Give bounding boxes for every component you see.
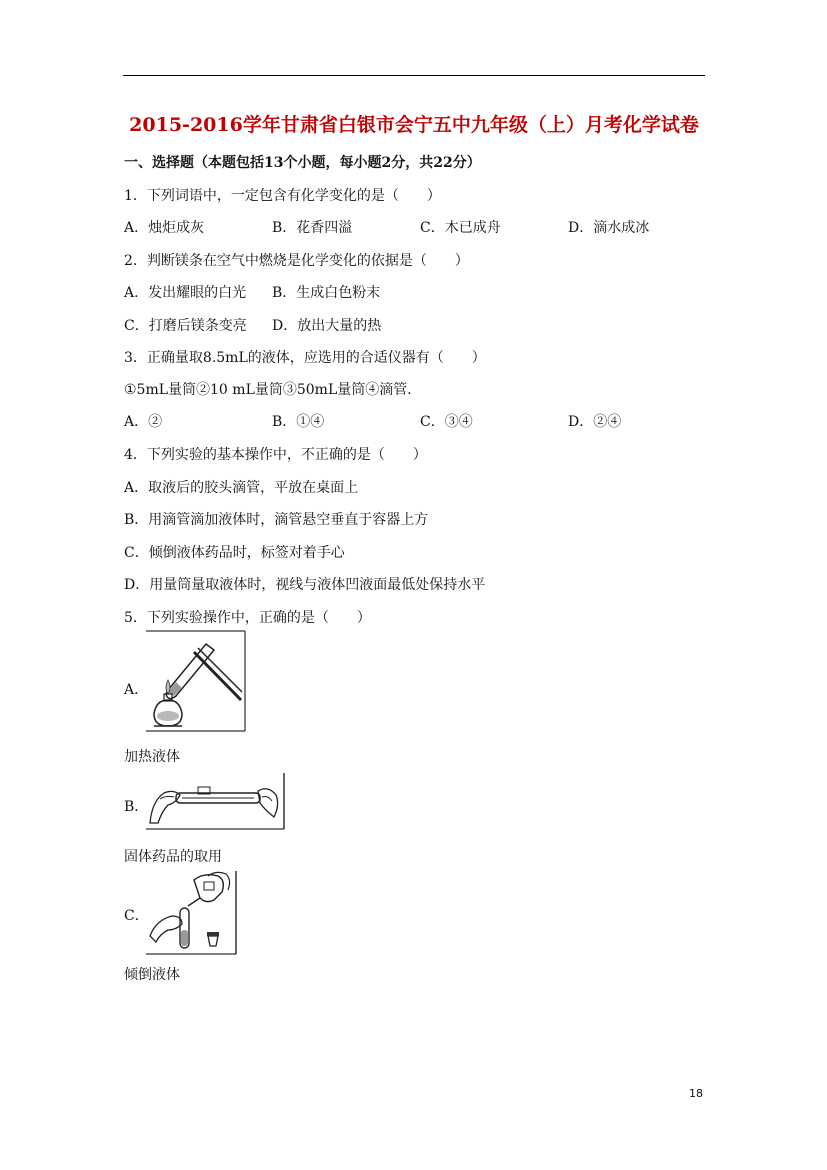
question-4-option-b: B．用滴管滴加液体时，滴管悬空垂直于容器上方 bbox=[124, 512, 429, 528]
question-1-stem: 1．下列词语中，一定包含有化学变化的是（ ） bbox=[124, 188, 441, 204]
solid-reagent-figure bbox=[146, 771, 286, 831]
question-3-option-d: D．②④ bbox=[568, 414, 622, 430]
question-5-caption-c: 倾倒液体 bbox=[124, 967, 180, 983]
header-rule bbox=[123, 75, 705, 76]
question-4-option-c: C．倾倒液体药品时，标签对着手心 bbox=[124, 545, 345, 561]
question-4-option-d: D．用量筒量取液体时，视线与液体凹液面最低处保持水平 bbox=[124, 577, 486, 593]
question-3-sub: ①5mL量筒②10 mL量筒③50mL量筒④滴管． bbox=[124, 382, 422, 398]
question-5-caption-b: 固体药品的取用 bbox=[124, 849, 222, 865]
question-2-stem: 2．判断镁条在空气中燃烧是化学变化的依据是（ ） bbox=[124, 253, 469, 269]
question-2-option-b: B．生成白色粉末 bbox=[272, 285, 381, 301]
heating-liquid-figure bbox=[146, 630, 246, 732]
question-4-option-a: A．取液后的胶头滴管，平放在桌面上 bbox=[124, 480, 359, 496]
page-number: 18 bbox=[689, 1087, 703, 1100]
exam-title: 2015-2016学年甘肃省白银市会宁五中九年级（上）月考化学试卷 bbox=[129, 114, 699, 136]
question-5-caption-a: 加热液体 bbox=[124, 749, 180, 765]
question-1-option-a: A．烛炬成灰 bbox=[124, 220, 205, 236]
question-1-option-b: B．花香四溢 bbox=[272, 220, 353, 236]
section-heading: 一、选择题（本题包括13个小题，每小题2分，共22分） bbox=[124, 155, 481, 171]
pouring-liquid-figure bbox=[146, 870, 238, 956]
question-1-option-c: C．木已成舟 bbox=[420, 220, 501, 236]
question-5-label-c: C． bbox=[124, 908, 149, 924]
question-3-option-c: C．③④ bbox=[420, 414, 473, 430]
question-3-option-b: B．①④ bbox=[272, 414, 325, 430]
question-3-option-a: A．② bbox=[124, 414, 163, 430]
question-2-option-a: A．发出耀眼的白光 bbox=[124, 285, 247, 301]
question-3-stem: 3．正确量取8.5mL的液体，应选用的合适仪器有（ ） bbox=[124, 350, 486, 366]
question-1-option-d: D．滴水成冰 bbox=[568, 220, 650, 236]
question-2-option-c: C．打磨后镁条变亮 bbox=[124, 318, 247, 334]
question-5-label-a: A． bbox=[124, 682, 149, 698]
question-4-stem: 4．下列实验的基本操作中，不正确的是（ ） bbox=[124, 447, 427, 463]
question-5-label-b: B． bbox=[124, 799, 149, 815]
question-2-option-d: D．放出大量的热 bbox=[272, 318, 382, 334]
question-5-stem: 5．下列实验操作中，正确的是（ ） bbox=[124, 610, 371, 626]
